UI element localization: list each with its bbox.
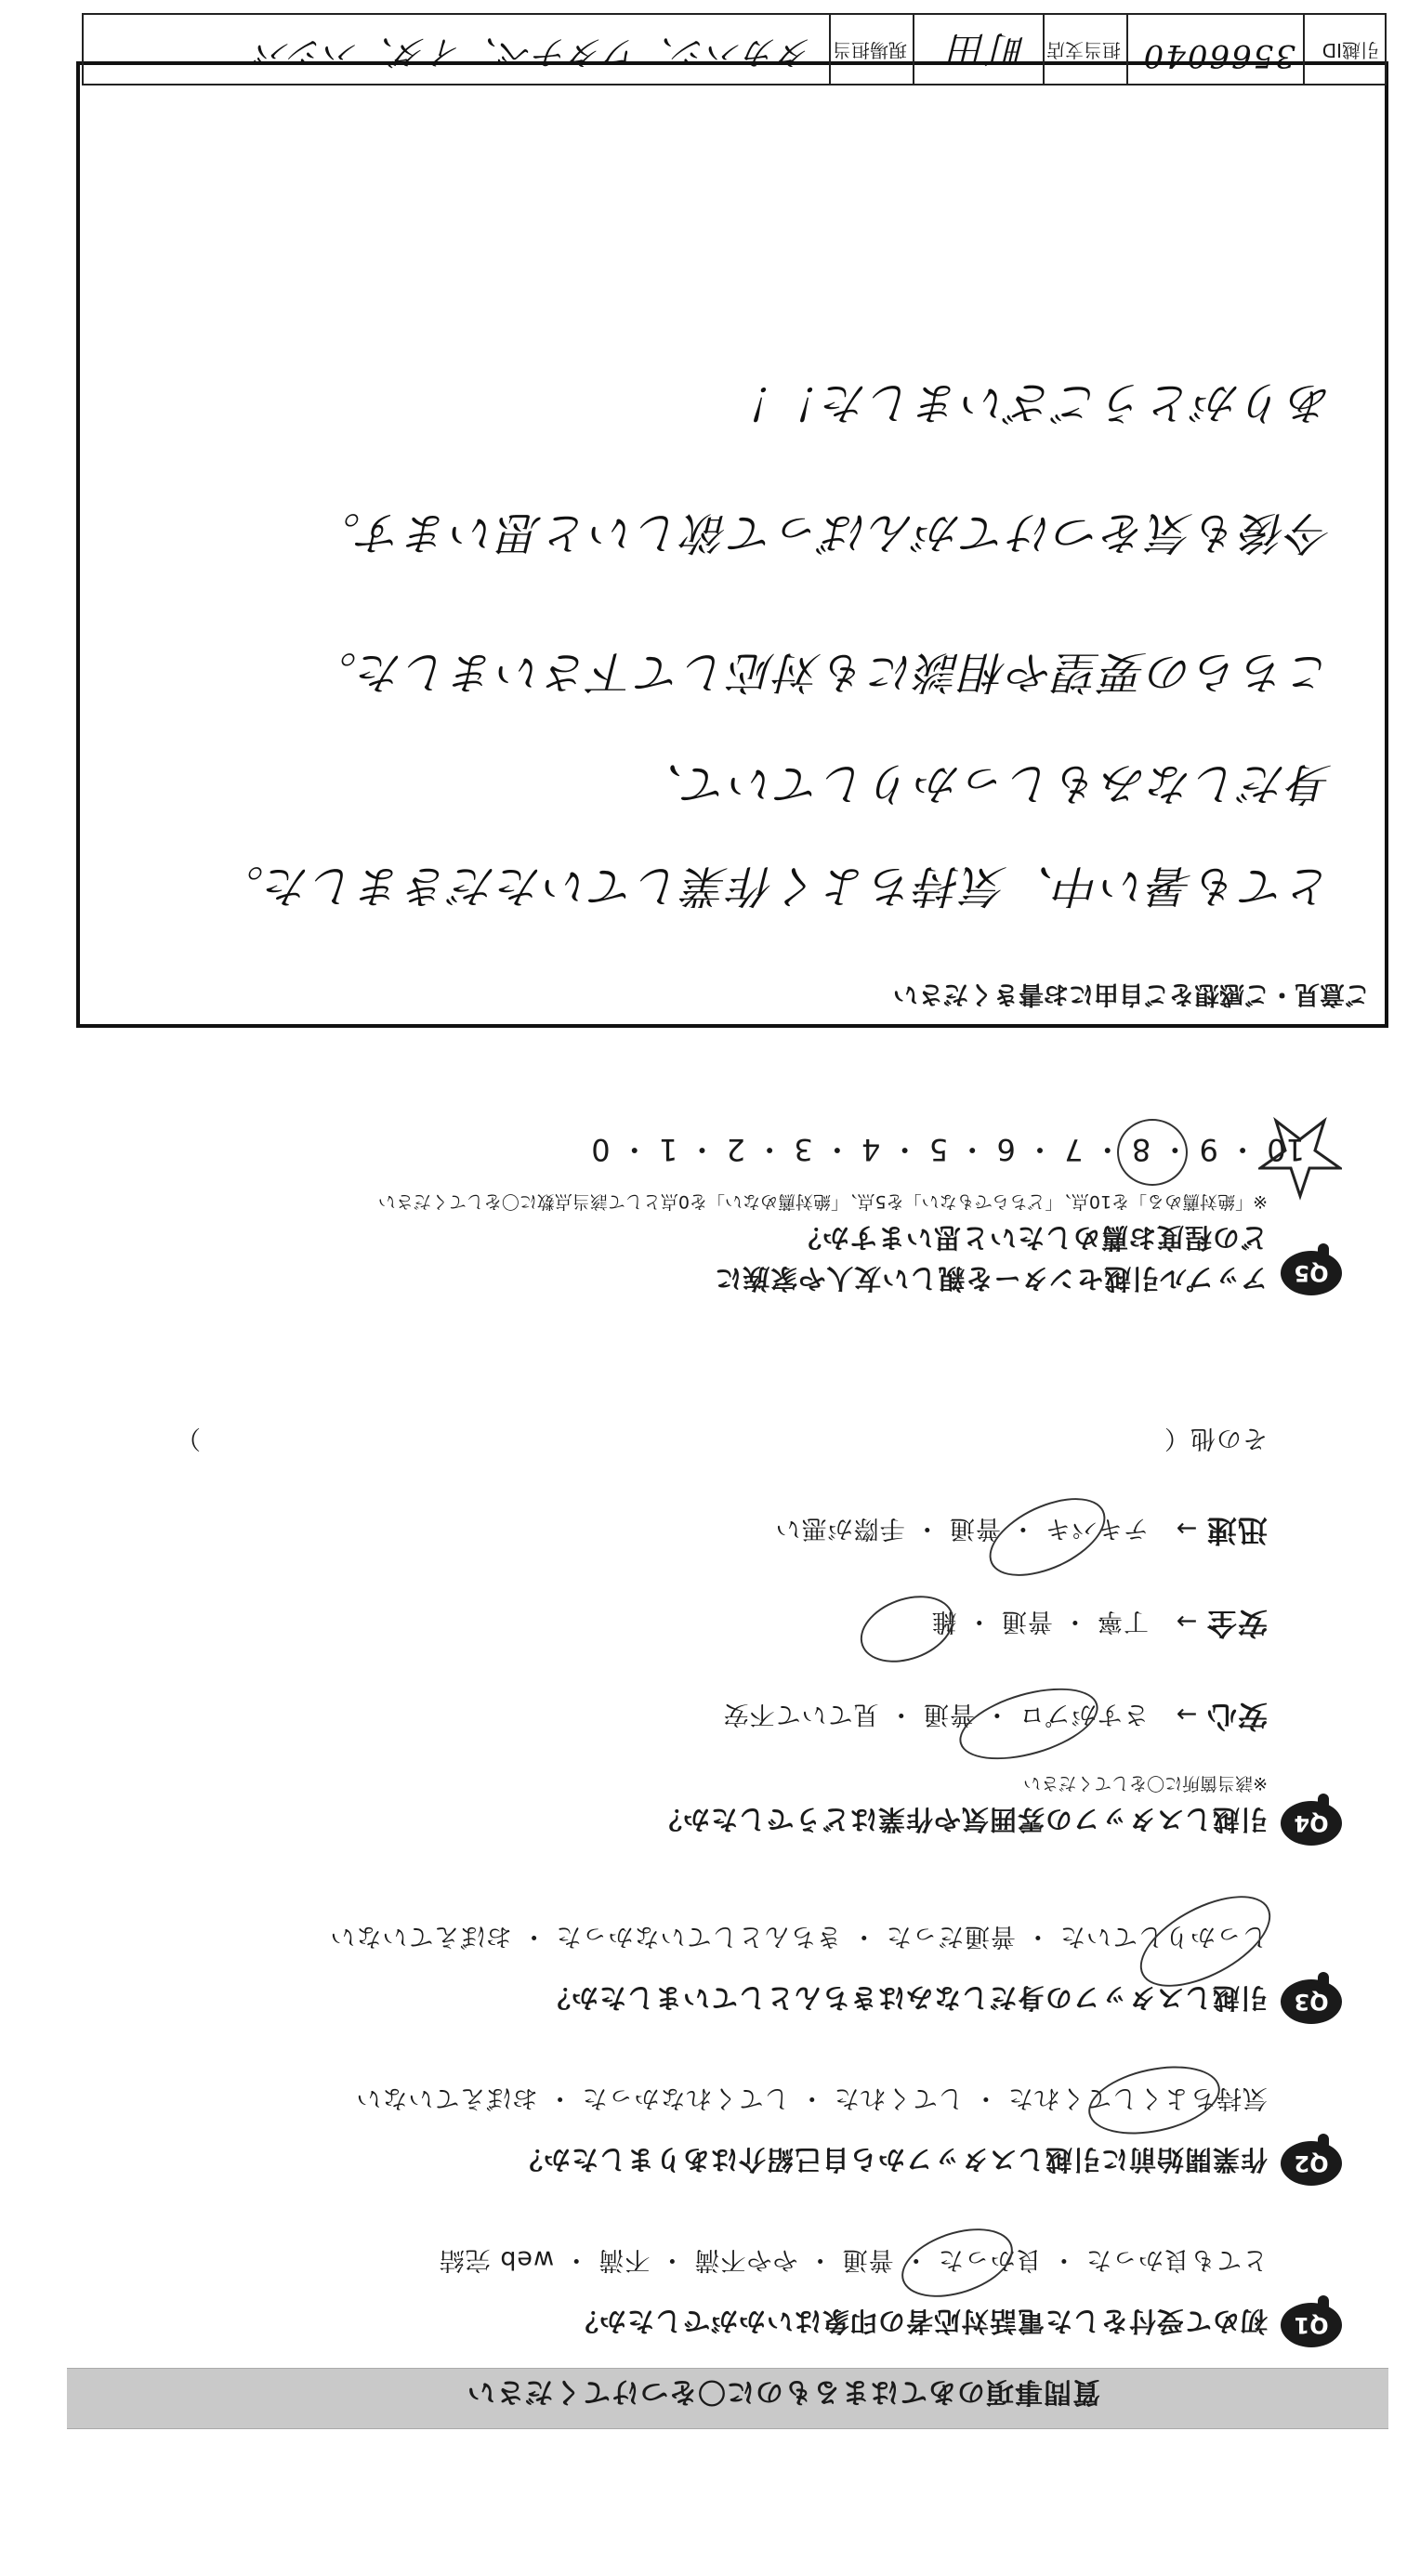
q4-badge: Q4 xyxy=(1281,1801,1342,1846)
q2-option[interactable]: してくれなかった xyxy=(581,2083,790,2112)
q1-answer-circle xyxy=(893,2215,1021,2309)
q2-option[interactable]: 気持ちよくしてくれた xyxy=(1007,2083,1268,2112)
q4-option[interactable]: 見ていて不安 xyxy=(722,1700,879,1728)
footer-id-value: 3566040 xyxy=(1141,37,1295,74)
q4-anshin-circle xyxy=(952,1675,1106,1773)
q5-answer-circle xyxy=(1117,1119,1188,1186)
q4-row-anshin: 安心 → さすがプロ ・ 普通 ・ 見ていて不安 xyxy=(722,1699,1268,1734)
q1-badge: Q1 xyxy=(1281,2303,1342,2347)
q4-row-jinsoku: 迅速 → テキパキ ・ 普通 ・ 手際が悪い xyxy=(774,1513,1268,1548)
q4-jinsoku-circle xyxy=(978,1482,1117,1592)
q3-option[interactable]: 普通だった xyxy=(885,1922,1016,1951)
q5-score-scale[interactable]: 10 ・ 9 ・ 8 ・ 7 ・ 6 ・ 5 ・ 4 ・ 3 ・ 2 ・ 1 ・ 0 xyxy=(591,1132,1305,1167)
q4-note: ※該当箇所に〇をしてください xyxy=(1023,1773,1268,1794)
q5-question-line1: アップル引越センターを親しい友人や家族に xyxy=(714,1263,1268,1295)
q4-option[interactable]: 普通 xyxy=(1000,1607,1053,1636)
instruction-text: 質問事項のあてはまるものに〇をつけてください xyxy=(467,2375,1100,2408)
footer-leader-value: タカハシ、ワタナベ、イダ、ハシバ xyxy=(254,33,812,71)
instruction-bar xyxy=(67,2368,1388,2429)
comment-line: とても暑い中、気持ちよく作業していただきました。 xyxy=(217,860,1333,912)
comment-line: 身だしなみもしっかりしていて、 xyxy=(636,757,1333,809)
q4-row-anzen: 安全 → 丁寧 ・ 普通 ・ 雑 xyxy=(930,1606,1268,1641)
q5-question-line2: どの程度お薦めしたいと思いますか？ xyxy=(793,1222,1268,1254)
star-mark-icon xyxy=(1258,1117,1342,1201)
comment-line: 今後も気をつけてがんばって欲しいと思います。 xyxy=(313,506,1333,559)
q1-options: とても良かった ・ 良かった ・ 普通 ・ やや不満 ・ 不満 ・ web 完結 xyxy=(438,2245,1268,2274)
q5-badge: Q5 xyxy=(1281,1251,1342,1295)
q4-other[interactable]: その他（ ） xyxy=(175,1424,1268,1452)
q3-badge: Q3 xyxy=(1281,1979,1342,2024)
q2-option[interactable]: おぼえていない xyxy=(355,2083,538,2112)
comment-line: こちらの要望や相談にも対応して下さいました。 xyxy=(309,646,1333,698)
q4-option[interactable]: 丁寧 xyxy=(1097,1607,1150,1636)
footer-branch-value: 町田 xyxy=(948,27,1026,70)
footer-label-leader: 現場担当 xyxy=(833,39,907,61)
q3-option[interactable]: しっかりしていた xyxy=(1059,1922,1268,1951)
q2-options: 気持ちよくしてくれた ・ してくれた ・ してくれなかった ・ おぼえていない xyxy=(355,2083,1268,2112)
q1-question: 初めて受付をした電話対応者の印象はいかがでしたか？ xyxy=(570,2306,1268,2337)
q2-answer-circle xyxy=(1083,2056,1227,2145)
q1-option[interactable]: とても良かった xyxy=(1085,2245,1268,2274)
q4-option[interactable]: さすがプロ xyxy=(1019,1700,1150,1728)
footer-label-branch: 担当支店 xyxy=(1046,39,1121,61)
q2-badge: Q2 xyxy=(1281,2141,1342,2186)
q4-option[interactable]: テキパキ xyxy=(1045,1514,1150,1543)
q4-option[interactable]: 普通 xyxy=(922,1700,975,1728)
q4-question: 引越しスタッフの雰囲気や作業はどうでしたか？ xyxy=(653,1804,1268,1835)
q4-option[interactable]: 普通 xyxy=(948,1514,1001,1543)
q1-option[interactable]: 普通 xyxy=(841,2245,894,2274)
q1-option[interactable]: web 完結 xyxy=(438,2245,555,2274)
q3-option[interactable]: きちんとしていなかった xyxy=(555,1922,842,1951)
q3-options: しっかりしていた ・ 普通だった ・ きちんとしていなかった ・ おぼえていない xyxy=(329,1922,1268,1951)
q4-row-label: 迅速 xyxy=(1205,1513,1268,1548)
q4-anzen-circle xyxy=(851,1584,963,1675)
comment-line: ありがとうございました！！ xyxy=(728,376,1333,428)
comments-label: ご意見・ご感想をご自由にお書きください xyxy=(893,979,1370,1008)
q4-row-label: 安全 xyxy=(1205,1606,1268,1641)
q1-option[interactable]: 不満 xyxy=(598,2245,651,2274)
q3-question: 引越しスタッフの身だしなみはきちんとしていましたか？ xyxy=(542,1982,1268,2014)
q1-option[interactable]: 良かった xyxy=(937,2245,1042,2274)
q1-option[interactable]: やや不満 xyxy=(693,2245,798,2274)
footer-label-id: 引越ID xyxy=(1322,39,1379,61)
q5-note: ※「絶対薦める」を10点、「どちらでもない」を5点、「絶対薦めない」を0点として該当点数に〇をしてください xyxy=(377,1191,1268,1212)
q4-row-label: 安心 xyxy=(1205,1699,1268,1734)
q4-option[interactable]: 雑 xyxy=(930,1607,957,1636)
q3-option[interactable]: おぼえていない xyxy=(329,1922,512,1951)
q4-option[interactable]: 手際が悪い xyxy=(774,1514,905,1543)
q2-option[interactable]: してくれた xyxy=(833,2083,964,2112)
q2-question: 作業開始前に引越しスタッフから自己紹介はありましたか？ xyxy=(514,2144,1268,2175)
